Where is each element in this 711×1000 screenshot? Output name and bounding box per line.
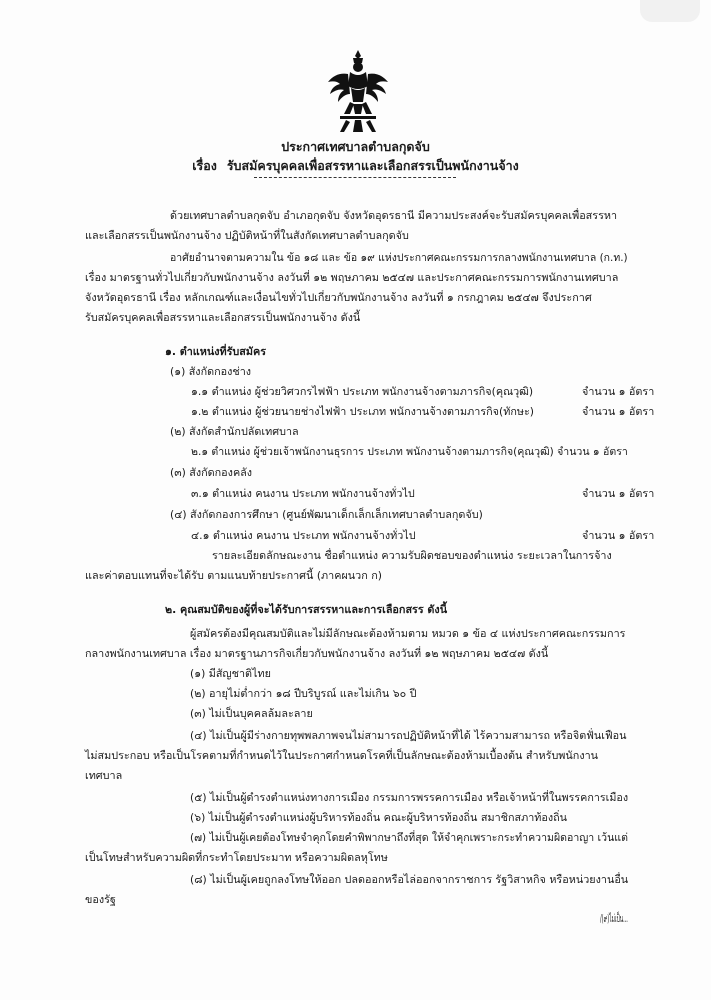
position-amount: จำนวน ๑ อัตรา xyxy=(582,529,655,542)
position-amount: จำนวน ๑ อัตรา xyxy=(582,385,655,398)
intro-line: จังหวัดอุดรธานี เรื่อง หลักเกณฑ์และเงื่อนไขทั่วไปเกี่ยวกับพนักงานจ้าง ลงวันที่ ๑ กรกฎาคม ๒๕๔๗ จึงประกาศ xyxy=(85,291,592,304)
qualification-item: (๗) ไม่เป็นผู้เคยต้องโทษจำคุกโดยคำพิพากษาถึงที่สุด ให้จำคุกเพราะกระทำความผิดอาญา เว้นแต่ xyxy=(190,831,628,844)
intro-line: เรื่อง มาตรฐานทั่วไปเกี่ยวกับพนักงานจ้าง ลงวันที่ ๑๒ พฤษภาคม ๒๕๔๗ และประกาศคณะกรรมการพนักงานเทศบาล xyxy=(85,271,619,284)
subject-label: เรื่อง xyxy=(192,158,217,173)
section-line: (๔) สังกัดกองการศึกษา (ศูนย์พัฒนาเด็กเล็กเล็กเทศบาลตำบลกุดจับ) xyxy=(170,508,483,521)
section-heading: ๑. ตำแหน่งที่รับสมัคร xyxy=(165,345,267,358)
qualification-item: (๔) ไม่เป็นผู้มีร่างกายทุพพลภาพจนไม่สามารถปฏิบัติหน้าที่ได้ ไร้ความสามารถ หรือจิตฟั่นเฟือน xyxy=(190,729,627,742)
garuda-emblem-icon xyxy=(326,48,390,134)
position-amount: จำนวน ๑ อัตรา xyxy=(582,487,655,500)
position-line: ๑.๒ ตำแหน่ง ผู้ช่วยนายช่างไฟฟ้า ประเภท พนักงานจ้างตามภารกิจ(ทักษะ) xyxy=(191,405,535,418)
qualification-item: (๓) ไม่เป็นบุคคลล้มละลาย xyxy=(190,707,313,720)
section-line: (๓) สังกัดกองคลัง xyxy=(170,466,253,479)
section-line: รายละเอียดลักษณะงาน ชื่อตำแหน่ง ความรับผิดชอบของตำแหน่ง ระยะเวลาในการจ้าง xyxy=(212,549,612,562)
position-line: ๔.๑ ตำแหน่ง คนงาน ประเภท พนักงานจ้างทั่วไป xyxy=(191,529,416,542)
position-line: ๒.๑ ตำแหน่ง ผู้ช่วยเจ้าพนักงานธุรการ ประเภท พนักงานจ้างตามภารกิจ(คุณวุฒิ) จำนวน ๑ อัตรา xyxy=(191,445,628,458)
section-line: (๒) สังกัดสำนักปลัดเทศบาล xyxy=(170,425,299,438)
intro-line: ด้วยเทศบาลตำบลกุดจับ อำเภอกุดจับ จังหวัดอุดรธานี มีความประสงค์จะรับสมัครบุคคลเพื่อสรรหา xyxy=(170,209,618,222)
announcement-subject xyxy=(0,156,711,176)
section-heading: ๒. คุณสมบัติของผู้ที่จะได้รับการสรรหาและการเลือกสรร ดังนี้ xyxy=(165,603,448,616)
intro-line: และเลือกสรรเป็นพนักงานจ้าง ปฏิบัติหน้าที่ในสังกัดเทศบาลตำบลกุดจับ xyxy=(85,229,409,242)
intro-line: รับสมัครบุคคลเพื่อสรรหาและเลือกสรรเป็นพนักงานจ้าง ดังนี้ xyxy=(85,311,361,324)
scan-artifact xyxy=(640,0,700,22)
section-line: และค่าตอบแทนที่จะได้รับ ตามแนบท้ายประกาศนี้ (ภาคผนวก ก) xyxy=(85,569,382,582)
position-amount: จำนวน ๑ อัตรา xyxy=(582,405,655,418)
section-line: (๑) สังกัดกองช่าง xyxy=(170,365,252,378)
subject-text: รับสมัครบุคคลเพื่อสรรหาและเลือกสรรเป็นพนักงานจ้าง xyxy=(226,158,519,173)
qualification-item: (๖) ไม่เป็นผู้ดำรงตำแหน่งผู้บริหารท้องถิ่น คณะผู้บริหารท้องถิ่น สมาชิกสภาท้องถิ่น xyxy=(190,811,568,824)
position-line: ๑.๑ ตำแหน่ง ผู้ช่วยวิศวกรไฟฟ้า ประเภท พนักงานจ้างตามภารกิจ(คุณวุฒิ) xyxy=(191,385,534,398)
section-line: กลางพนักงานเทศบาล เรื่อง มาตรฐานภารกิจเกี่ยวกับพนักงานจ้าง ลงวันที่ ๑๒ พฤษภาคม ๒๕๔๗ ดังนี้ xyxy=(85,647,549,660)
announcement-title: ประกาศเทศบาลตำบลกุดจับ xyxy=(281,139,430,154)
position-line: ๓.๑ ตำแหน่ง คนงาน ประเภท พนักงานจ้างทั่วไป xyxy=(191,487,415,500)
intro-line: อาศัยอำนาจตามความใน ข้อ ๑๘ และ ข้อ ๑๙ แห่งประกาศคณะกรรมการกลางพนักงานเทศบาล (ก.ท.) xyxy=(170,251,628,264)
title-separator xyxy=(254,177,456,178)
continued-note: /(๙)ไม่เป็น... xyxy=(600,912,628,925)
qualification-item: เป็นโทษสำหรับความผิดที่กระทำโดยประมาท หรือความผิดลหุโทษ xyxy=(85,851,388,864)
qualification-item: (๘) ไม่เป็นผู้เคยถูกลงโทษให้ออก ปลดออกหรือไล่ออกจากราชการ รัฐวิสาหกิจ หรือหน่วยงานอื่น xyxy=(190,873,629,886)
qualification-item: ของรัฐ xyxy=(85,893,116,906)
qualification-item: (๒) อายุไม่ต่ำกว่า ๑๘ ปีบริบูรณ์ และไม่เกิน ๖๐ ปี xyxy=(190,687,417,700)
qualification-item: (๑) มีสัญชาติไทย xyxy=(190,667,271,680)
qualification-item: (๕) ไม่เป็นผู้ดำรงตำแหน่งทางการเมือง กรรมการพรรคการเมือง หรือเจ้าหน้าที่ในพรรคการเมือง xyxy=(190,791,629,804)
qualification-item: ไม่สมประกอบ หรือเป็นโรคตามที่กำหนดไว้ในประกาศกำหนดโรคที่เป็นลักษณะต้องห้ามเบื้องต้น สำหรับพนักงาน xyxy=(85,749,599,762)
section-line: ผู้สมัครต้องมีคุณสมบัติและไม่มีลักษณะต้องห้ามตาม หมวด ๑ ข้อ ๔ แห่งประกาศคณะกรรมการ xyxy=(190,627,626,640)
qualification-item: เทศบาล xyxy=(85,769,123,782)
